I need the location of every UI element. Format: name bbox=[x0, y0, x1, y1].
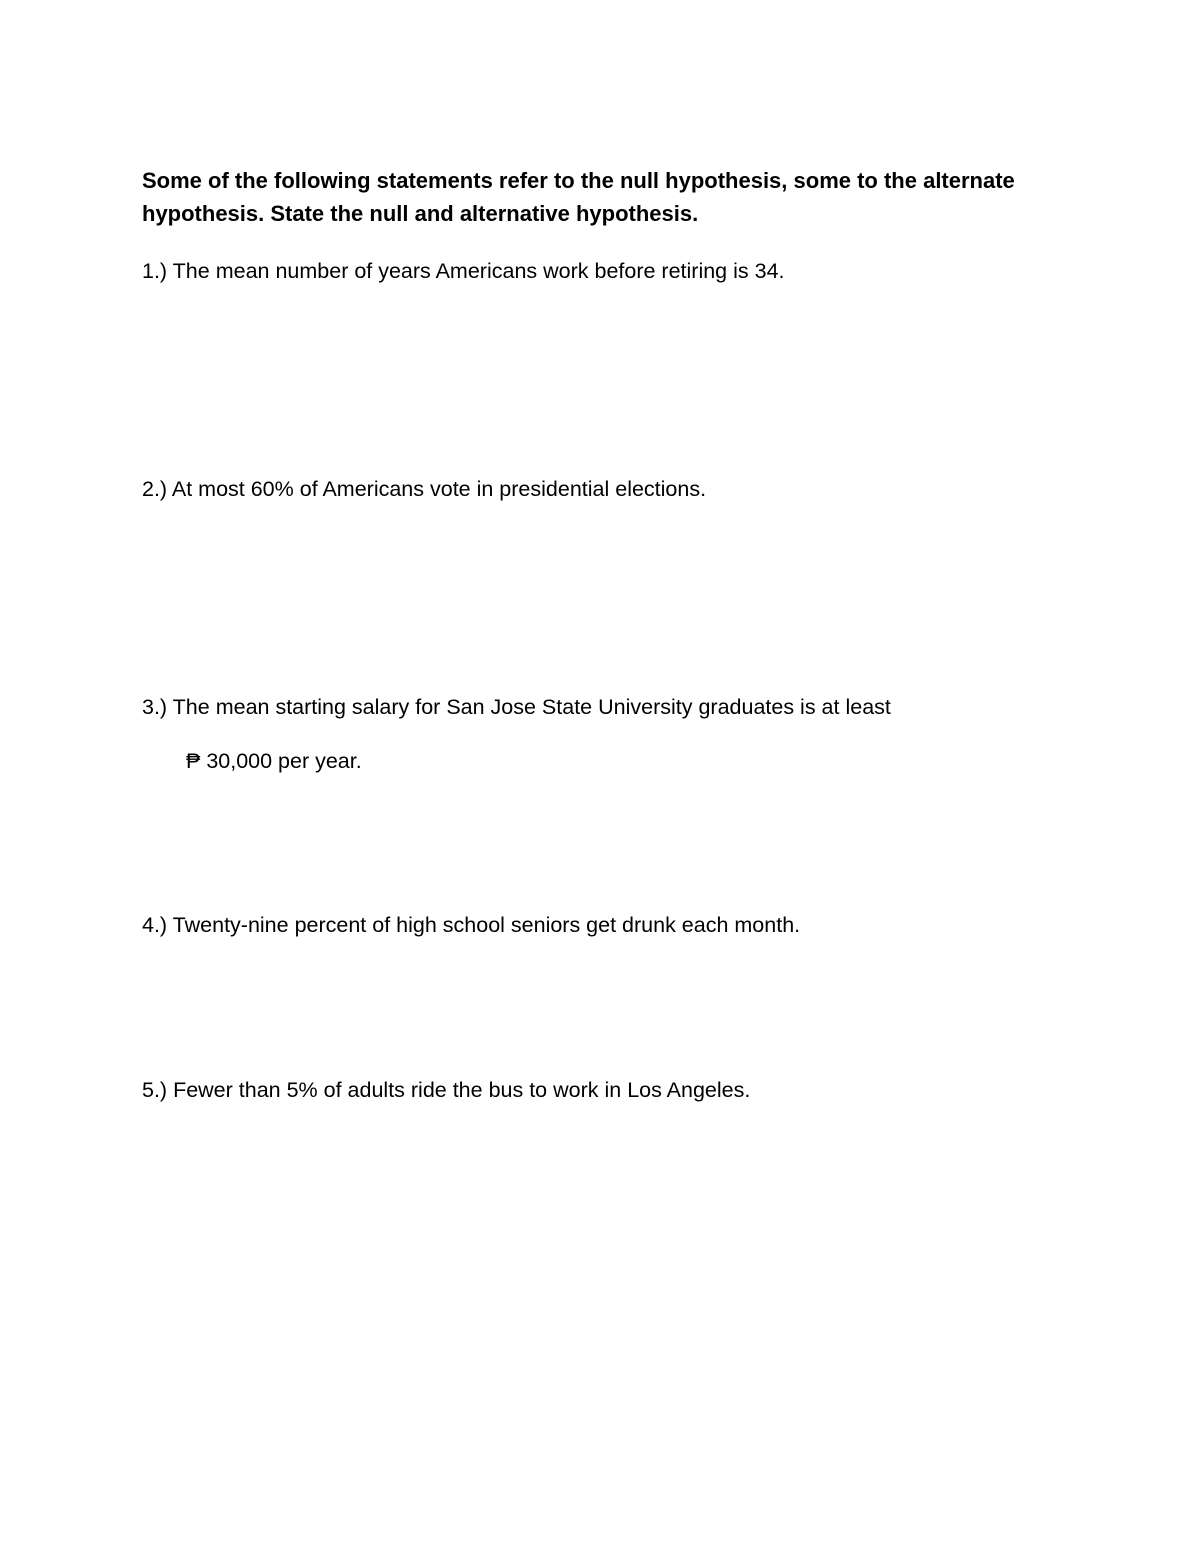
statement-1: 1.) The mean number of years Americans work before retiring is 34. bbox=[142, 259, 785, 283]
statement-3: 3.) The mean starting salary for San Jose State University graduates is at least bbox=[142, 695, 891, 719]
statement-2: 2.) At most 60% of Americans vote in presidential elections. bbox=[142, 477, 707, 501]
instructions-heading: Some of the following statements refer to the null hypothesis, some to the alternate hypothesis. State the null and alternative hypothesis. bbox=[142, 168, 1015, 226]
statement-3-continuation: ₱ 30,000 per year. bbox=[186, 749, 362, 773]
statement-4: 4.) Twenty-nine percent of high school seniors get drunk each month. bbox=[142, 913, 801, 937]
statement-5: 5.) Fewer than 5% of adults ride the bus to work in Los Angeles. bbox=[142, 1078, 751, 1102]
